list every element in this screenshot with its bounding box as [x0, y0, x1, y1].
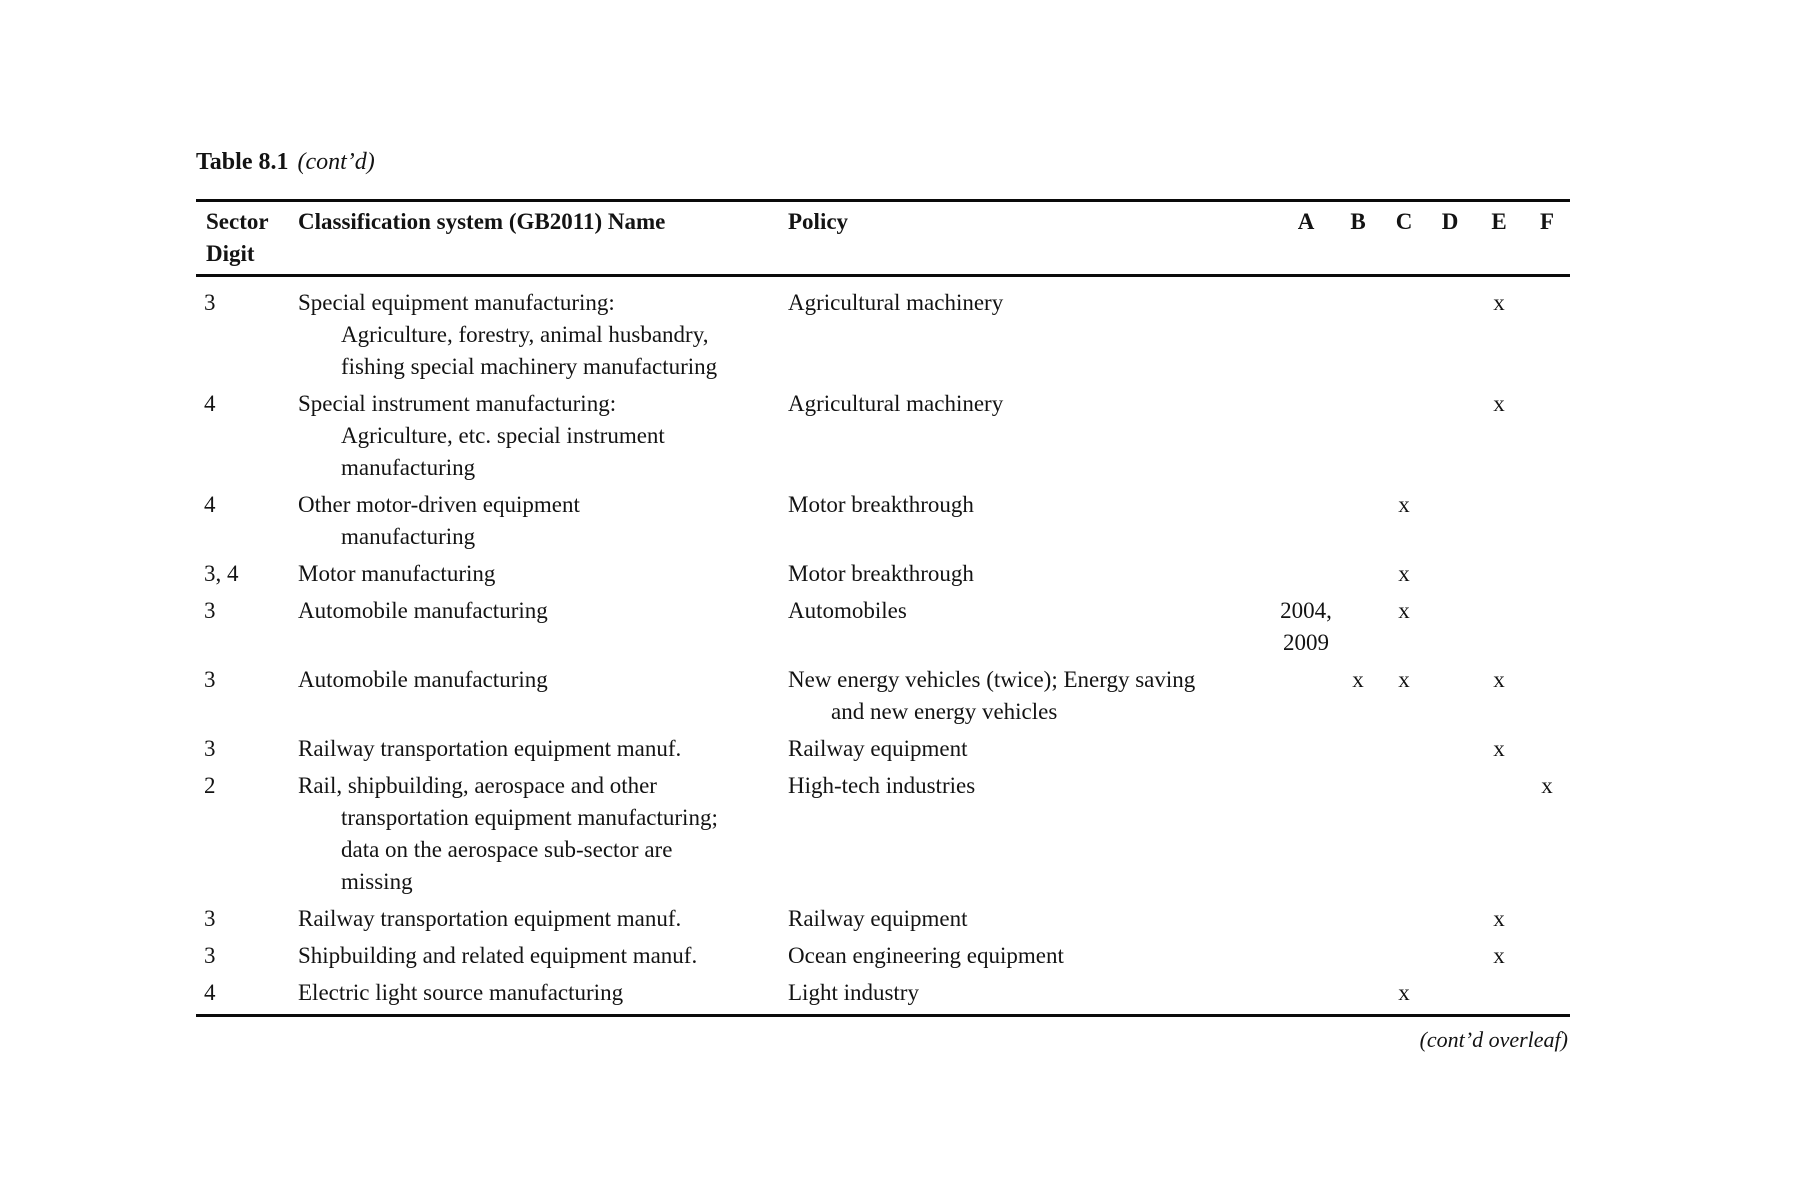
sector-digit: 3 — [204, 598, 216, 623]
sector-digit-cell — [196, 484, 298, 553]
classification-name-line: Rail, shipbuilding, aerospace and other — [298, 773, 657, 798]
column-header-e: E — [1474, 201, 1524, 276]
mark-b-cell — [1334, 276, 1382, 384]
policy-cell — [788, 276, 1278, 384]
mark-a-cell — [1278, 728, 1334, 765]
mark-b-cell — [1334, 765, 1382, 898]
table-body — [196, 276, 1570, 1016]
column-header-sector-line1: Sector — [206, 209, 269, 234]
column-header-b: B — [1334, 201, 1382, 276]
year-line: 2009 — [1283, 630, 1329, 655]
classification-name-line: fishing special machinery manufacturing — [341, 354, 718, 379]
classification-name-line: Special equipment manufacturing: — [298, 290, 615, 315]
mark-b-cell — [1334, 553, 1382, 590]
classification-name-line: Shipbuilding and related equipment manuf. — [298, 943, 698, 968]
classification-name-line: Automobile manufacturing — [298, 598, 548, 623]
mark-d-cell — [1426, 898, 1474, 935]
policy-line: and new energy vehicles — [831, 699, 1058, 724]
sector-digit: 3 — [204, 906, 216, 931]
table-caption-number: Table 8.1 — [196, 149, 289, 175]
classification-name-line: manufacturing — [341, 524, 476, 549]
mark-f-cell — [1524, 484, 1570, 553]
mark-e-cell: x — [1493, 906, 1505, 931]
sector-digit-cell — [196, 276, 298, 384]
table-caption — [196, 148, 1570, 176]
sector-digit: 3 — [204, 736, 216, 761]
classification-name-line: manufacturing — [341, 455, 476, 480]
classification-name-line: Automobile manufacturing — [298, 667, 548, 692]
mark-f-cell — [1524, 728, 1570, 765]
mark-e-cell — [1474, 765, 1524, 898]
policy-line: Agricultural machinery — [788, 391, 1004, 416]
sector-digit: 3 — [204, 290, 216, 315]
mark-d-cell — [1426, 935, 1474, 972]
mark-e-cell — [1474, 590, 1524, 659]
mark-c-cell: x — [1398, 980, 1410, 1005]
classification-name-line: Electric light source manufacturing — [298, 980, 624, 1005]
policy-classification-table — [196, 199, 1570, 1017]
table-header — [196, 201, 1570, 276]
sector-digit-cell — [196, 972, 298, 1016]
table-row — [196, 728, 1570, 765]
policy-line: New energy vehicles (twice); Energy saving — [788, 667, 1196, 692]
mark-e-cell: x — [1493, 391, 1505, 416]
mark-e-cell — [1474, 484, 1524, 553]
mark-f-cell — [1524, 898, 1570, 935]
classification-name-line: data on the aerospace sub-sector are — [341, 837, 673, 862]
policy-cell — [788, 553, 1278, 590]
classification-name-cell — [298, 484, 788, 553]
mark-a-cell — [1278, 553, 1334, 590]
classification-name-line: Agriculture, forestry, animal husbandry, — [341, 322, 709, 347]
mark-c-cell — [1382, 383, 1426, 484]
mark-b-cell — [1334, 898, 1382, 935]
policy-cell — [788, 590, 1278, 659]
policy-line: Automobiles — [788, 598, 907, 623]
policy-line: High-tech industries — [788, 773, 976, 798]
mark-b-cell — [1334, 935, 1382, 972]
mark-d-cell — [1426, 972, 1474, 1016]
mark-e-cell — [1474, 553, 1524, 590]
classification-name-cell — [298, 972, 788, 1016]
policy-cell — [788, 383, 1278, 484]
mark-a-cell — [1278, 484, 1334, 553]
mark-c-cell — [1382, 898, 1426, 935]
classification-name-line: transportation equipment manufacturing; — [341, 805, 718, 830]
mark-c-cell: x — [1398, 598, 1410, 623]
table-row — [196, 659, 1570, 728]
mark-f-cell — [1524, 383, 1570, 484]
classification-name-line: Railway transportation equipment manuf. — [298, 736, 682, 761]
classification-name-cell — [298, 553, 788, 590]
mark-a-cell — [1278, 590, 1334, 659]
classification-name-cell — [298, 659, 788, 728]
classification-name-cell — [298, 276, 788, 384]
mark-b-cell — [1334, 484, 1382, 553]
mark-d-cell — [1426, 659, 1474, 728]
column-header-classification-name: Classification system (GB2011) Name — [298, 201, 788, 276]
classification-name-cell — [298, 383, 788, 484]
mark-a-cell — [1278, 898, 1334, 935]
sector-digit-cell — [196, 383, 298, 484]
classification-name-line: missing — [341, 869, 413, 894]
mark-d-cell — [1426, 765, 1474, 898]
mark-a-cell — [1278, 659, 1334, 728]
column-header-d: D — [1426, 201, 1474, 276]
table-row — [196, 383, 1570, 484]
table-row — [196, 935, 1570, 972]
sector-digit: 2 — [204, 773, 216, 798]
table-row — [196, 484, 1570, 553]
mark-b-cell — [1334, 972, 1382, 1016]
mark-b-cell — [1334, 383, 1382, 484]
column-header-f: F — [1524, 201, 1570, 276]
mark-c-cell: x — [1398, 561, 1410, 586]
sector-digit-cell — [196, 659, 298, 728]
contd-overleaf-note — [196, 1026, 1570, 1054]
mark-d-cell — [1426, 728, 1474, 765]
mark-a-cell — [1278, 935, 1334, 972]
mark-d-cell — [1426, 383, 1474, 484]
table-row — [196, 553, 1570, 590]
classification-name-cell — [298, 728, 788, 765]
sector-digit-cell — [196, 590, 298, 659]
table-row — [196, 590, 1570, 659]
classification-name-line: Agriculture, etc. special instrument — [341, 423, 665, 448]
mark-f-cell — [1524, 590, 1570, 659]
classification-name-line: Special instrument manufacturing: — [298, 391, 617, 416]
classification-name-line: Railway transportation equipment manuf. — [298, 906, 682, 931]
sector-digit-cell — [196, 935, 298, 972]
table-header-row — [196, 201, 1570, 276]
column-header-policy: Policy — [788, 201, 1278, 276]
mark-d-cell — [1426, 553, 1474, 590]
mark-d-cell — [1426, 276, 1474, 384]
mark-a-cell — [1278, 972, 1334, 1016]
mark-e-cell — [1474, 972, 1524, 1016]
mark-d-cell — [1426, 484, 1474, 553]
mark-b-cell — [1334, 728, 1382, 765]
policy-cell — [788, 972, 1278, 1016]
mark-f-cell — [1524, 276, 1570, 384]
sector-digit-cell — [196, 898, 298, 935]
policy-line: Motor breakthrough — [788, 561, 974, 586]
classification-name-cell — [298, 590, 788, 659]
mark-f-cell: x — [1541, 773, 1553, 798]
policy-cell — [788, 728, 1278, 765]
sector-digit: 4 — [204, 980, 216, 1005]
sector-digit: 4 — [204, 391, 216, 416]
policy-cell — [788, 765, 1278, 898]
sector-digit: 3 — [204, 667, 216, 692]
policy-cell — [788, 935, 1278, 972]
mark-a-cell — [1278, 276, 1334, 384]
table-row — [196, 765, 1570, 898]
sector-digit-cell — [196, 765, 298, 898]
mark-f-cell — [1524, 972, 1570, 1016]
policy-line: Railway equipment — [788, 906, 968, 931]
table-row — [196, 276, 1570, 384]
mark-e-cell: x — [1493, 736, 1505, 761]
mark-f-cell — [1524, 659, 1570, 728]
column-header-a: A — [1278, 201, 1334, 276]
column-header-c: C — [1382, 201, 1426, 276]
mark-f-cell — [1524, 935, 1570, 972]
mark-c-cell — [1382, 276, 1426, 384]
table-8-1-block — [196, 148, 1570, 1054]
mark-c-cell: x — [1398, 667, 1410, 692]
mark-a-cell — [1278, 383, 1334, 484]
policy-line: Motor breakthrough — [788, 492, 974, 517]
sector-digit: 4 — [204, 492, 216, 517]
table-row — [196, 972, 1570, 1016]
year-line: 2004, — [1280, 598, 1332, 623]
policy-line: Agricultural machinery — [788, 290, 1004, 315]
table-caption-contd: (cont’d) — [297, 149, 375, 175]
mark-c-cell — [1382, 728, 1426, 765]
mark-f-cell — [1524, 553, 1570, 590]
column-header-sector-digit — [196, 201, 298, 276]
mark-e-cell: x — [1493, 943, 1505, 968]
column-header-sector-line2: Digit — [206, 241, 255, 266]
classification-name-cell — [298, 765, 788, 898]
mark-e-cell: x — [1493, 667, 1505, 692]
mark-b-cell: x — [1352, 667, 1364, 692]
classification-name-line: Motor manufacturing — [298, 561, 496, 586]
policy-line: Light industry — [788, 980, 919, 1005]
sector-digit: 3 — [204, 943, 216, 968]
mark-c-cell — [1382, 765, 1426, 898]
table-row — [196, 898, 1570, 935]
policy-cell — [788, 659, 1278, 728]
policy-cell — [788, 484, 1278, 553]
classification-name-line: Other motor-driven equipment — [298, 492, 580, 517]
mark-b-cell — [1334, 590, 1382, 659]
classification-name-cell — [298, 935, 788, 972]
sector-digit: 3, 4 — [204, 561, 239, 586]
sector-digit-cell — [196, 728, 298, 765]
classification-name-cell — [298, 898, 788, 935]
mark-d-cell — [1426, 590, 1474, 659]
mark-c-cell — [1382, 935, 1426, 972]
mark-c-cell: x — [1398, 492, 1410, 517]
sector-digit-cell — [196, 553, 298, 590]
contd-overleaf-text: (cont’d overleaf) — [1419, 1027, 1568, 1052]
policy-cell — [788, 898, 1278, 935]
mark-a-cell — [1278, 765, 1334, 898]
policy-line: Railway equipment — [788, 736, 968, 761]
policy-line: Ocean engineering equipment — [788, 943, 1064, 968]
mark-e-cell: x — [1493, 290, 1505, 315]
